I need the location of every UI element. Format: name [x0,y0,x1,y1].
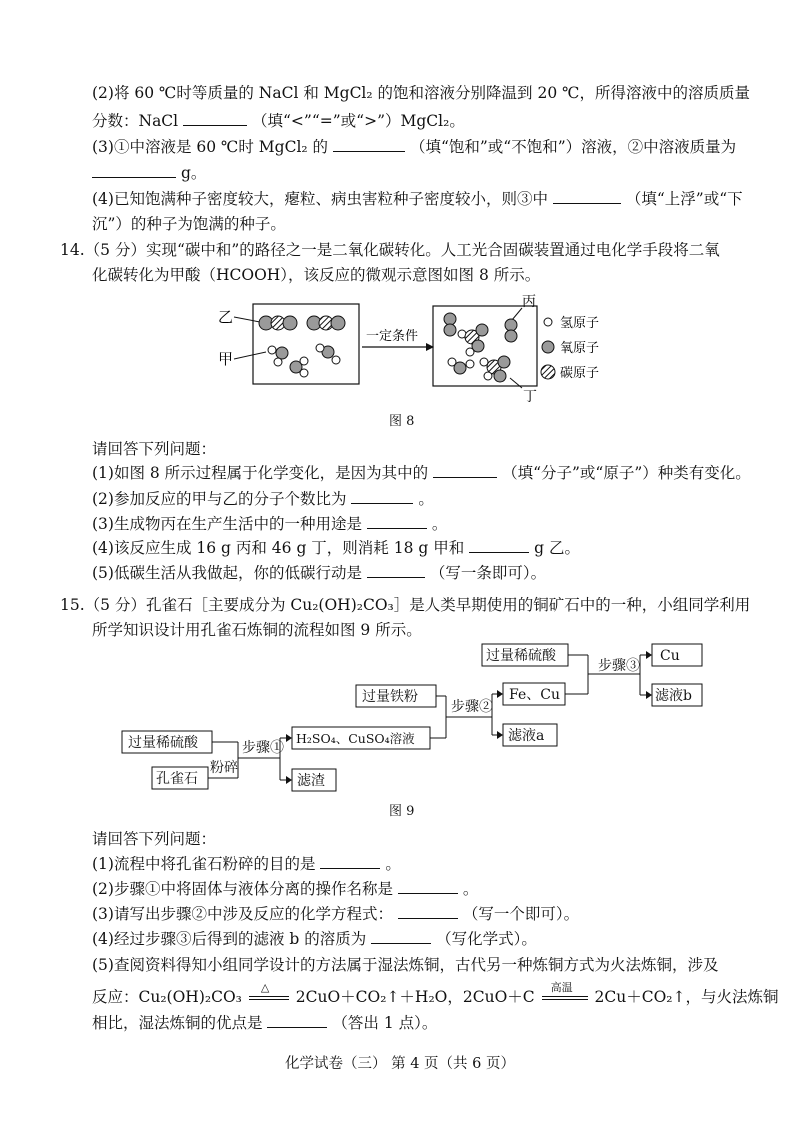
svg-text:滤液a: 滤液a [508,728,545,744]
answer-blank[interactable] [398,903,458,919]
q14-1: (1)如图 8 所示过程属于化学变化，是因为其中的 （填“分子”或“原子”）种类有变化。 [92,464,751,482]
q13-2-pre: 分数：NaCl [92,112,179,130]
figure-8-caption: 图 8 [389,414,415,429]
q13-3-pre: (3)①中溶液是 60 ℃时 MgCl₂ 的 [92,138,329,156]
flow-lines [208,655,650,780]
pointer-yi [234,317,260,322]
svg-text:滤液b: 滤液b [655,688,692,704]
answer-blank[interactable] [320,853,380,869]
answer-blank[interactable] [92,162,176,178]
answer-blank[interactable] [433,462,497,478]
svg-text:滤渣: 滤渣 [297,773,325,789]
hcooh-molecule [448,358,474,374]
label-step2: 步骤② [451,699,493,715]
q14-2: (2)参加反应的甲与乙的分子个数比为 。 [92,490,434,508]
svg-text:孔雀石: 孔雀石 [156,771,198,787]
legend-carbon [541,365,599,381]
answer-blank[interactable] [351,488,413,504]
label-crush: 粉碎 [210,760,238,776]
h2o-molecule [268,346,288,366]
label-yi: 乙 [218,308,234,326]
answer-blank[interactable] [183,110,247,126]
q14-prompt: 请回答下列问题： [92,440,217,458]
hcooh-molecule [480,356,510,382]
q14-5: (5)低碳生活从我做起，你的低碳行动是 （写一条即可）。 [92,564,547,582]
co2-molecule [259,316,297,330]
label-step1: 步骤① [242,740,284,756]
legend-hydrogen [544,316,599,331]
high-temperature-arrow: 高温 [540,991,590,1005]
answer-blank[interactable] [469,537,529,553]
hcooh-molecule [458,324,488,356]
h2o-molecule [290,357,308,377]
q14-4: (4)该反应生成 16 g 丙和 46 g 丁，则消耗 18 g 甲和 g 乙。 [92,539,580,557]
q15-2: (2)步骤①中将固体与液体分离的操作名称是 。 [92,880,479,898]
reaction-condition: 一定条件 [366,329,419,344]
o2-molecule [444,313,456,336]
svg-text:氧原子: 氧原子 [560,341,600,356]
legend-oxygen [542,341,599,356]
o2-molecule [505,319,517,342]
pointer-bing [512,308,522,320]
q13-4-line2: 沉”）的种子为饱满的种子。 [92,215,286,233]
answer-blank[interactable] [367,513,427,529]
q13-3-post: （填“饱和”或“不饱和”）溶液，②中溶液质量为 [409,138,737,156]
q13-3-unit: g。 [180,164,207,182]
answer-blank[interactable] [371,928,431,944]
q13-3-line2 [92,162,206,184]
answer-blank[interactable] [398,878,458,894]
q15-1: (1)流程中将孔雀石粉碎的目的是 。 [92,855,401,873]
q13-3-line1 [92,136,736,158]
svg-text:过量铁粉: 过量铁粉 [362,689,418,705]
q13-2-line2 [92,110,465,132]
q15-5-line2: 反应：Cu₂(OH)₂CO₃ △ 2CuO＋CO₂↑＋H₂O，2CuO＋C 高温 2Cu＋CO₂↑，与火法炼铜 [92,981,779,1006]
q14-stem-line1: 14.（5 分）实现“碳中和”的路径之一是二氧化碳转化。人工光合固碳装置通过电化学手段将二氧 [60,241,720,259]
label-step3: 步骤③ [598,658,640,674]
q15-stem-line1: 15.（5 分）孔雀石［主要成分为 Cu₂(OH)₂CO₃］是人类早期使用的铜矿石中的一种，小组同学利用 [60,596,751,614]
answer-blank[interactable] [333,136,405,152]
q15-5-line1: (5)查阅资料得知小组同学设计的方法属于湿法炼铜，古代另一种炼铜方式为火法炼铜，涉及 [92,956,719,974]
q14-3: (3)生成物丙在生产生活中的一种用途是 。 [92,515,448,533]
answer-blank[interactable] [267,1012,327,1028]
q15-stem-line2: 所学知识设计用孔雀石炼铜的流程如图 9 所示。 [92,621,422,639]
figure-9-flowchart [120,636,720,796]
co2-molecule [307,316,345,330]
q13-4-pre: (4)已知饱满种子密度较大，瘪粒、病虫害粒种子密度较小，则③中 [92,190,548,208]
q13-4-line1 [92,188,743,210]
svg-text:Fe、Cu: Fe、Cu [509,687,560,703]
label-ding: 丁 [523,389,537,402]
q15-5-line3: 相比，湿法炼铜的优点是 （答出 1 点）。 [92,1014,438,1032]
label-jia: 甲 [218,350,234,368]
q13-4-post: （填“上浮”或“下 [625,190,743,208]
q14-stem-line2: 化碳转化为甲酸（HCOOH），该反应的微观示意图如图 8 所示。 [92,266,541,284]
svg-text:Cu: Cu [660,648,680,664]
svg-text:H₂SO₄、CuSO₄溶液: H₂SO₄、CuSO₄溶液 [296,731,415,746]
svg-text:过量稀硫酸: 过量稀硫酸 [486,648,556,664]
answer-blank[interactable] [553,188,621,204]
q15-3: (3)请写出步骤②中涉及反应的化学方程式： （写一个即可）。 [92,905,580,923]
svg-text:氢原子: 氢原子 [560,316,600,331]
answer-blank[interactable] [367,562,425,578]
q13-2-post: （填“<”“=”或“>”）MgCl₂。 [252,112,465,130]
svg-text:过量稀硫酸: 过量稀硫酸 [128,735,198,751]
h2o-molecule [316,344,340,364]
figure-8-diagram [200,292,600,402]
figure-9-caption: 图 9 [389,804,415,819]
pointer-jia [234,352,266,359]
q15-4: (4)经过步骤③后得到的滤液 b 的溶质为 （写化学式）。 [92,930,537,948]
label-bing: 丙 [522,294,536,310]
page-footer: 化学试卷（三） 第 4 页（共 6 页） [285,1056,515,1072]
heat-condition-arrow: △ [247,991,291,1005]
q15-prompt: 请回答下列问题： [92,830,217,848]
q13-2-line1: (2)将 60 ℃时等质量的 NaCl 和 MgCl₂ 的饱和溶液分别降温到 20 ℃，所得溶液中的溶质质量 [92,84,750,102]
svg-text:碳原子: 碳原子 [560,366,600,381]
